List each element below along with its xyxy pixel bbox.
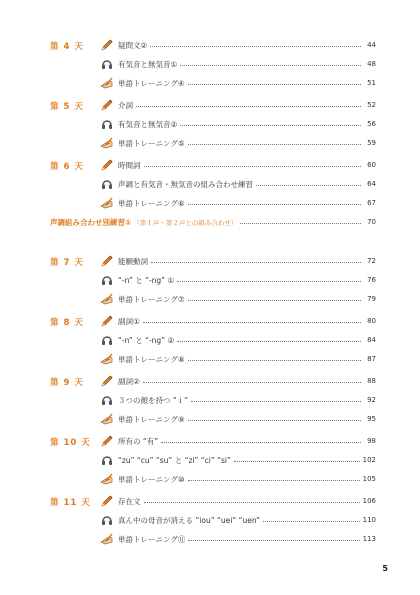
page-ref: 113 — [362, 535, 376, 543]
page-ref: 52 — [367, 101, 376, 109]
day-label: 第 11 天 — [50, 498, 91, 508]
page-ref: 64 — [367, 180, 376, 188]
toc-entry[interactable] — [100, 196, 376, 210]
day-label: 第 8 天 — [50, 318, 84, 328]
page-ref: 60 — [367, 161, 376, 169]
day-label: 第 7 天 — [50, 258, 84, 268]
dot-leader — [256, 185, 361, 186]
dot-leader — [188, 420, 361, 421]
page-ref: 48 — [367, 60, 376, 68]
headphones-icon — [100, 117, 114, 131]
dot-leader — [143, 382, 361, 383]
entry-title: 単語トレーニング⑤ — [118, 138, 185, 148]
toc-entry[interactable] — [100, 374, 376, 388]
toc-entry[interactable] — [100, 333, 376, 347]
entry-title: 所有の “有” — [118, 436, 159, 446]
headphones-icon — [100, 333, 114, 347]
entry-title: 単語トレーニング⑪ — [118, 534, 186, 544]
toc-entry[interactable] — [100, 76, 376, 90]
dot-leader — [150, 46, 361, 47]
toc-entry[interactable] — [100, 393, 376, 407]
dot-leader — [144, 166, 362, 167]
toc-entry[interactable] — [100, 314, 376, 328]
entry-title: 単語トレーニング⑥ — [118, 198, 185, 208]
entry-title: 単語トレーニング⑩ — [118, 474, 185, 484]
page-ref: 92 — [367, 396, 376, 404]
pencil-icon — [100, 98, 114, 112]
page-ref: 67 — [367, 199, 376, 207]
headphones-icon — [100, 57, 114, 71]
pencil-icon — [100, 314, 114, 328]
entry-title: “-n” と “-ng” ① — [118, 275, 175, 285]
toc-entry[interactable] — [100, 158, 376, 172]
dot-leader — [263, 521, 360, 522]
dot-leader — [161, 442, 361, 443]
toc-entry[interactable] — [100, 136, 376, 150]
entry-title: 単語トレーニング⑧ — [118, 354, 185, 364]
toc-entry[interactable] — [100, 472, 376, 486]
entry-title: 有気音と無気音① — [118, 59, 178, 69]
dot-leader — [180, 125, 361, 126]
day-label: 第 4 天 — [50, 42, 84, 52]
entry-title: 副詞① — [118, 316, 140, 326]
headphones-icon — [100, 393, 114, 407]
toc-entry[interactable] — [100, 532, 376, 546]
pencil-icon — [100, 374, 114, 388]
hand-writing-icon — [100, 532, 114, 546]
page-ref: 98 — [367, 437, 376, 445]
dot-leader — [136, 106, 361, 107]
dot-leader — [177, 341, 361, 342]
dot-leader — [188, 204, 361, 205]
day-label: 第 5 天 — [50, 102, 84, 112]
page-ref: 79 — [367, 295, 376, 303]
dot-leader — [143, 322, 361, 323]
page-ref: 72 — [367, 257, 376, 265]
toc-entry[interactable] — [100, 38, 376, 52]
toc-entry[interactable] — [100, 352, 376, 366]
toc-entry[interactable] — [100, 117, 376, 131]
pencil-icon — [100, 494, 114, 508]
dot-leader — [151, 262, 361, 263]
page-ref: 84 — [367, 336, 376, 344]
special-practice-entry[interactable] — [50, 215, 376, 229]
toc-entry[interactable] — [100, 412, 376, 426]
hand-writing-icon — [100, 352, 114, 366]
entry-title: 時間詞 — [118, 160, 141, 170]
toc-entry[interactable] — [100, 494, 376, 508]
toc-entry[interactable] — [100, 254, 376, 268]
dot-leader — [188, 360, 361, 361]
special-title: 声調組み合わせ別練習① — [50, 217, 132, 227]
toc-entry[interactable] — [100, 292, 376, 306]
entry-title: 単語トレーニング⑨ — [118, 414, 185, 424]
page-ref: 106 — [362, 497, 376, 505]
page-ref: 44 — [367, 41, 376, 49]
page-ref: 51 — [367, 79, 376, 87]
headphones-icon — [100, 177, 114, 191]
headphones-icon — [100, 273, 114, 287]
day-label: 第 9 天 — [50, 378, 84, 388]
toc-entry[interactable] — [100, 98, 376, 112]
entry-title: 真ん中の母音が消える “iou” “uei” “uen” — [118, 515, 261, 525]
entry-title: ３つの顔を持つ “ｉ” — [118, 395, 189, 405]
page-ref: 56 — [367, 120, 376, 128]
toc-entry[interactable] — [100, 57, 376, 71]
entry-title: 単語トレーニング④ — [118, 78, 185, 88]
page-ref: 105 — [362, 475, 376, 483]
toc-entry[interactable] — [100, 434, 376, 448]
dot-leader — [188, 144, 361, 145]
hand-writing-icon — [100, 292, 114, 306]
entry-title: 能願動詞 — [118, 256, 148, 266]
page-ref: 95 — [367, 415, 376, 423]
toc-entry[interactable] — [100, 177, 376, 191]
hand-writing-icon — [100, 136, 114, 150]
special-subtitle: （第１声・第２声との組み合わせ） — [133, 218, 238, 227]
headphones-icon — [100, 453, 114, 467]
hand-writing-icon — [100, 412, 114, 426]
entry-title: “-n” と “-ng” ② — [118, 335, 175, 345]
dot-leader — [180, 65, 361, 66]
page-ref: 70 — [367, 218, 376, 226]
day-label: 第 10 天 — [50, 438, 91, 448]
entry-title: 副詞② — [118, 376, 140, 386]
page-ref: 80 — [367, 317, 376, 325]
entry-title: 疑問文② — [118, 40, 148, 50]
entry-title: 存在文 — [118, 496, 141, 506]
pencil-icon — [100, 434, 114, 448]
headphones-icon — [100, 513, 114, 527]
hand-writing-icon — [100, 196, 114, 210]
pencil-icon — [100, 254, 114, 268]
toc-entry[interactable] — [100, 513, 376, 527]
toc-entry[interactable] — [100, 273, 376, 287]
page-ref: 59 — [367, 139, 376, 147]
entry-title: 有気音と無気音② — [118, 119, 178, 129]
dot-leader — [234, 461, 360, 462]
dot-leader — [188, 480, 360, 481]
entry-title: 声調と有気音・無気音の組み合わせ練習 — [118, 179, 253, 189]
dot-leader — [191, 401, 361, 402]
dot-leader — [240, 223, 361, 224]
pencil-icon — [100, 158, 114, 172]
page-ref: 110 — [362, 516, 376, 524]
entry-title: 単語トレーニング⑦ — [118, 294, 185, 304]
dot-leader — [188, 84, 361, 85]
dot-leader — [188, 540, 359, 541]
entry-title: 介詞 — [118, 100, 133, 110]
entry-title: “zu” “cu” “su” と “zi” “ci” “si” — [118, 455, 231, 465]
dot-leader — [177, 281, 361, 282]
pencil-icon — [100, 38, 114, 52]
hand-writing-icon — [100, 472, 114, 486]
dot-leader — [188, 300, 361, 301]
page-number: 5 — [382, 564, 388, 573]
dot-leader — [144, 502, 360, 503]
toc-entry[interactable] — [100, 453, 376, 467]
page-ref: 88 — [367, 377, 376, 385]
page-ref: 102 — [362, 456, 376, 464]
hand-writing-icon — [100, 76, 114, 90]
page-ref: 76 — [367, 276, 376, 284]
day-label: 第 6 天 — [50, 162, 84, 172]
page-ref: 87 — [367, 355, 376, 363]
